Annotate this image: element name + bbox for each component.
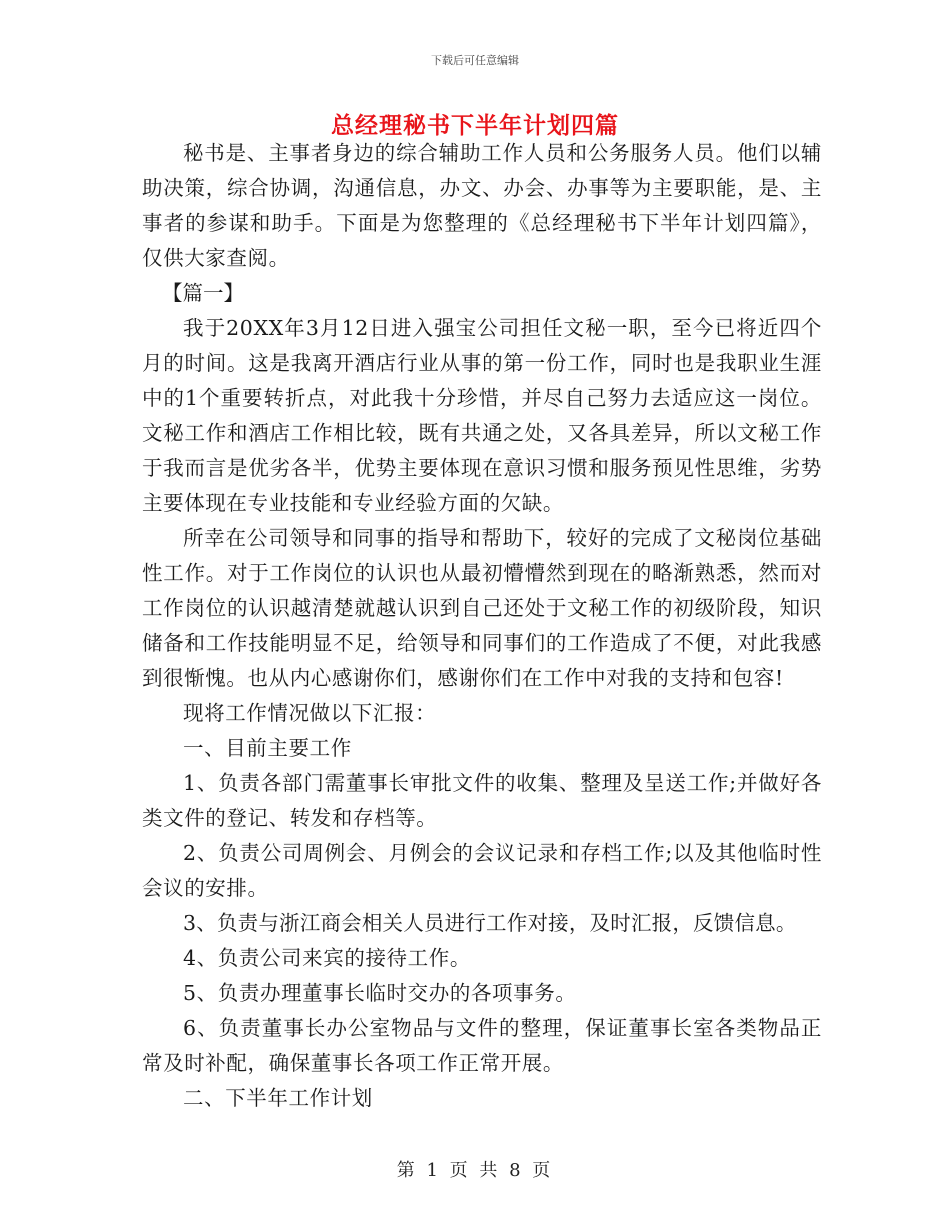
list-item: 4、负责公司来宾的接待工作。 (183, 946, 471, 970)
document-title: 总经理秘书下半年计划四篇 (331, 112, 619, 139)
heading-next-half-plan: 二、下半年工作计划 (183, 1086, 373, 1110)
heading-current-work: 一、目前主要工作 (183, 736, 352, 760)
paragraph-3: 现将工作情况做以下汇报： (183, 701, 437, 725)
list-item: 1、负责各部门需董事长审批文件的收集、整理及呈送工作;并做好各类文件的登记、转发和存档等。 (142, 771, 822, 830)
paragraph-1: 我于20XX年3月12日进入强宝公司担任文秘一职，至今已将近四个月的时间。这是我离开酒店行业从事的第一份工作，同时也是我职业生涯中的1个重要转折点，对此我十分珍惜，并尽自己努力去适应这一岗位。文秘工作和酒店工作相比较，既有共通之处，又各具差异，所以文秘工作于我而言是优劣各半，优势主要体现在意识习惯和服务预见性思维，劣势主要体现在专业技能和专业经验方面的欠缺。 (142, 316, 822, 515)
page-number: 第 1 页 共 8 页 (396, 1160, 554, 1181)
list-item: 5、负责办理董事长临时交办的各项事务。 (183, 981, 577, 1005)
header-note: 下载后可任意编辑 (431, 54, 519, 67)
list-item: 3、负责与浙江商会相关人员进行工作对接，及时汇报，反馈信息。 (183, 911, 797, 935)
list-item: 6、负责董事长办公室物品与文件的整理，保证董事长室各类物品正常及时补配，确保董事长各项工作正常开展。 (142, 1016, 822, 1075)
section-heading-one: 【篇一】 (162, 281, 244, 305)
document-body (142, 136, 822, 1116)
intro-paragraph: 秘书是、主事者身边的综合辅助工作人员和公务服务人员。他们以辅助决策，综合协调，沟通信息，办文、办会、办事等为主要职能，是、主事者的参谋和助手。下面是为您整理的《总经理秘书下半年计划四篇》，仅供大家查阅。 (142, 141, 822, 270)
list-item: 2、负责公司周例会、月例会的会议记录和存档工作;以及其他临时性会议的安排。 (142, 841, 822, 900)
paragraph-2: 所幸在公司领导和同事的指导和帮助下，较好的完成了文秘岗位基础性工作。对于工作岗位的认识也从最初懵懵然到现在的略渐熟悉，然而对工作岗位的认识越清楚就越认识到自己还处于文秘工作的初级阶段，知识储备和工作技能明显不足，给领导和同事们的工作造成了不便，对此我感到很惭愧。也从内心感谢你们，感谢你们在工作中对我的支持和包容! (142, 526, 822, 690)
